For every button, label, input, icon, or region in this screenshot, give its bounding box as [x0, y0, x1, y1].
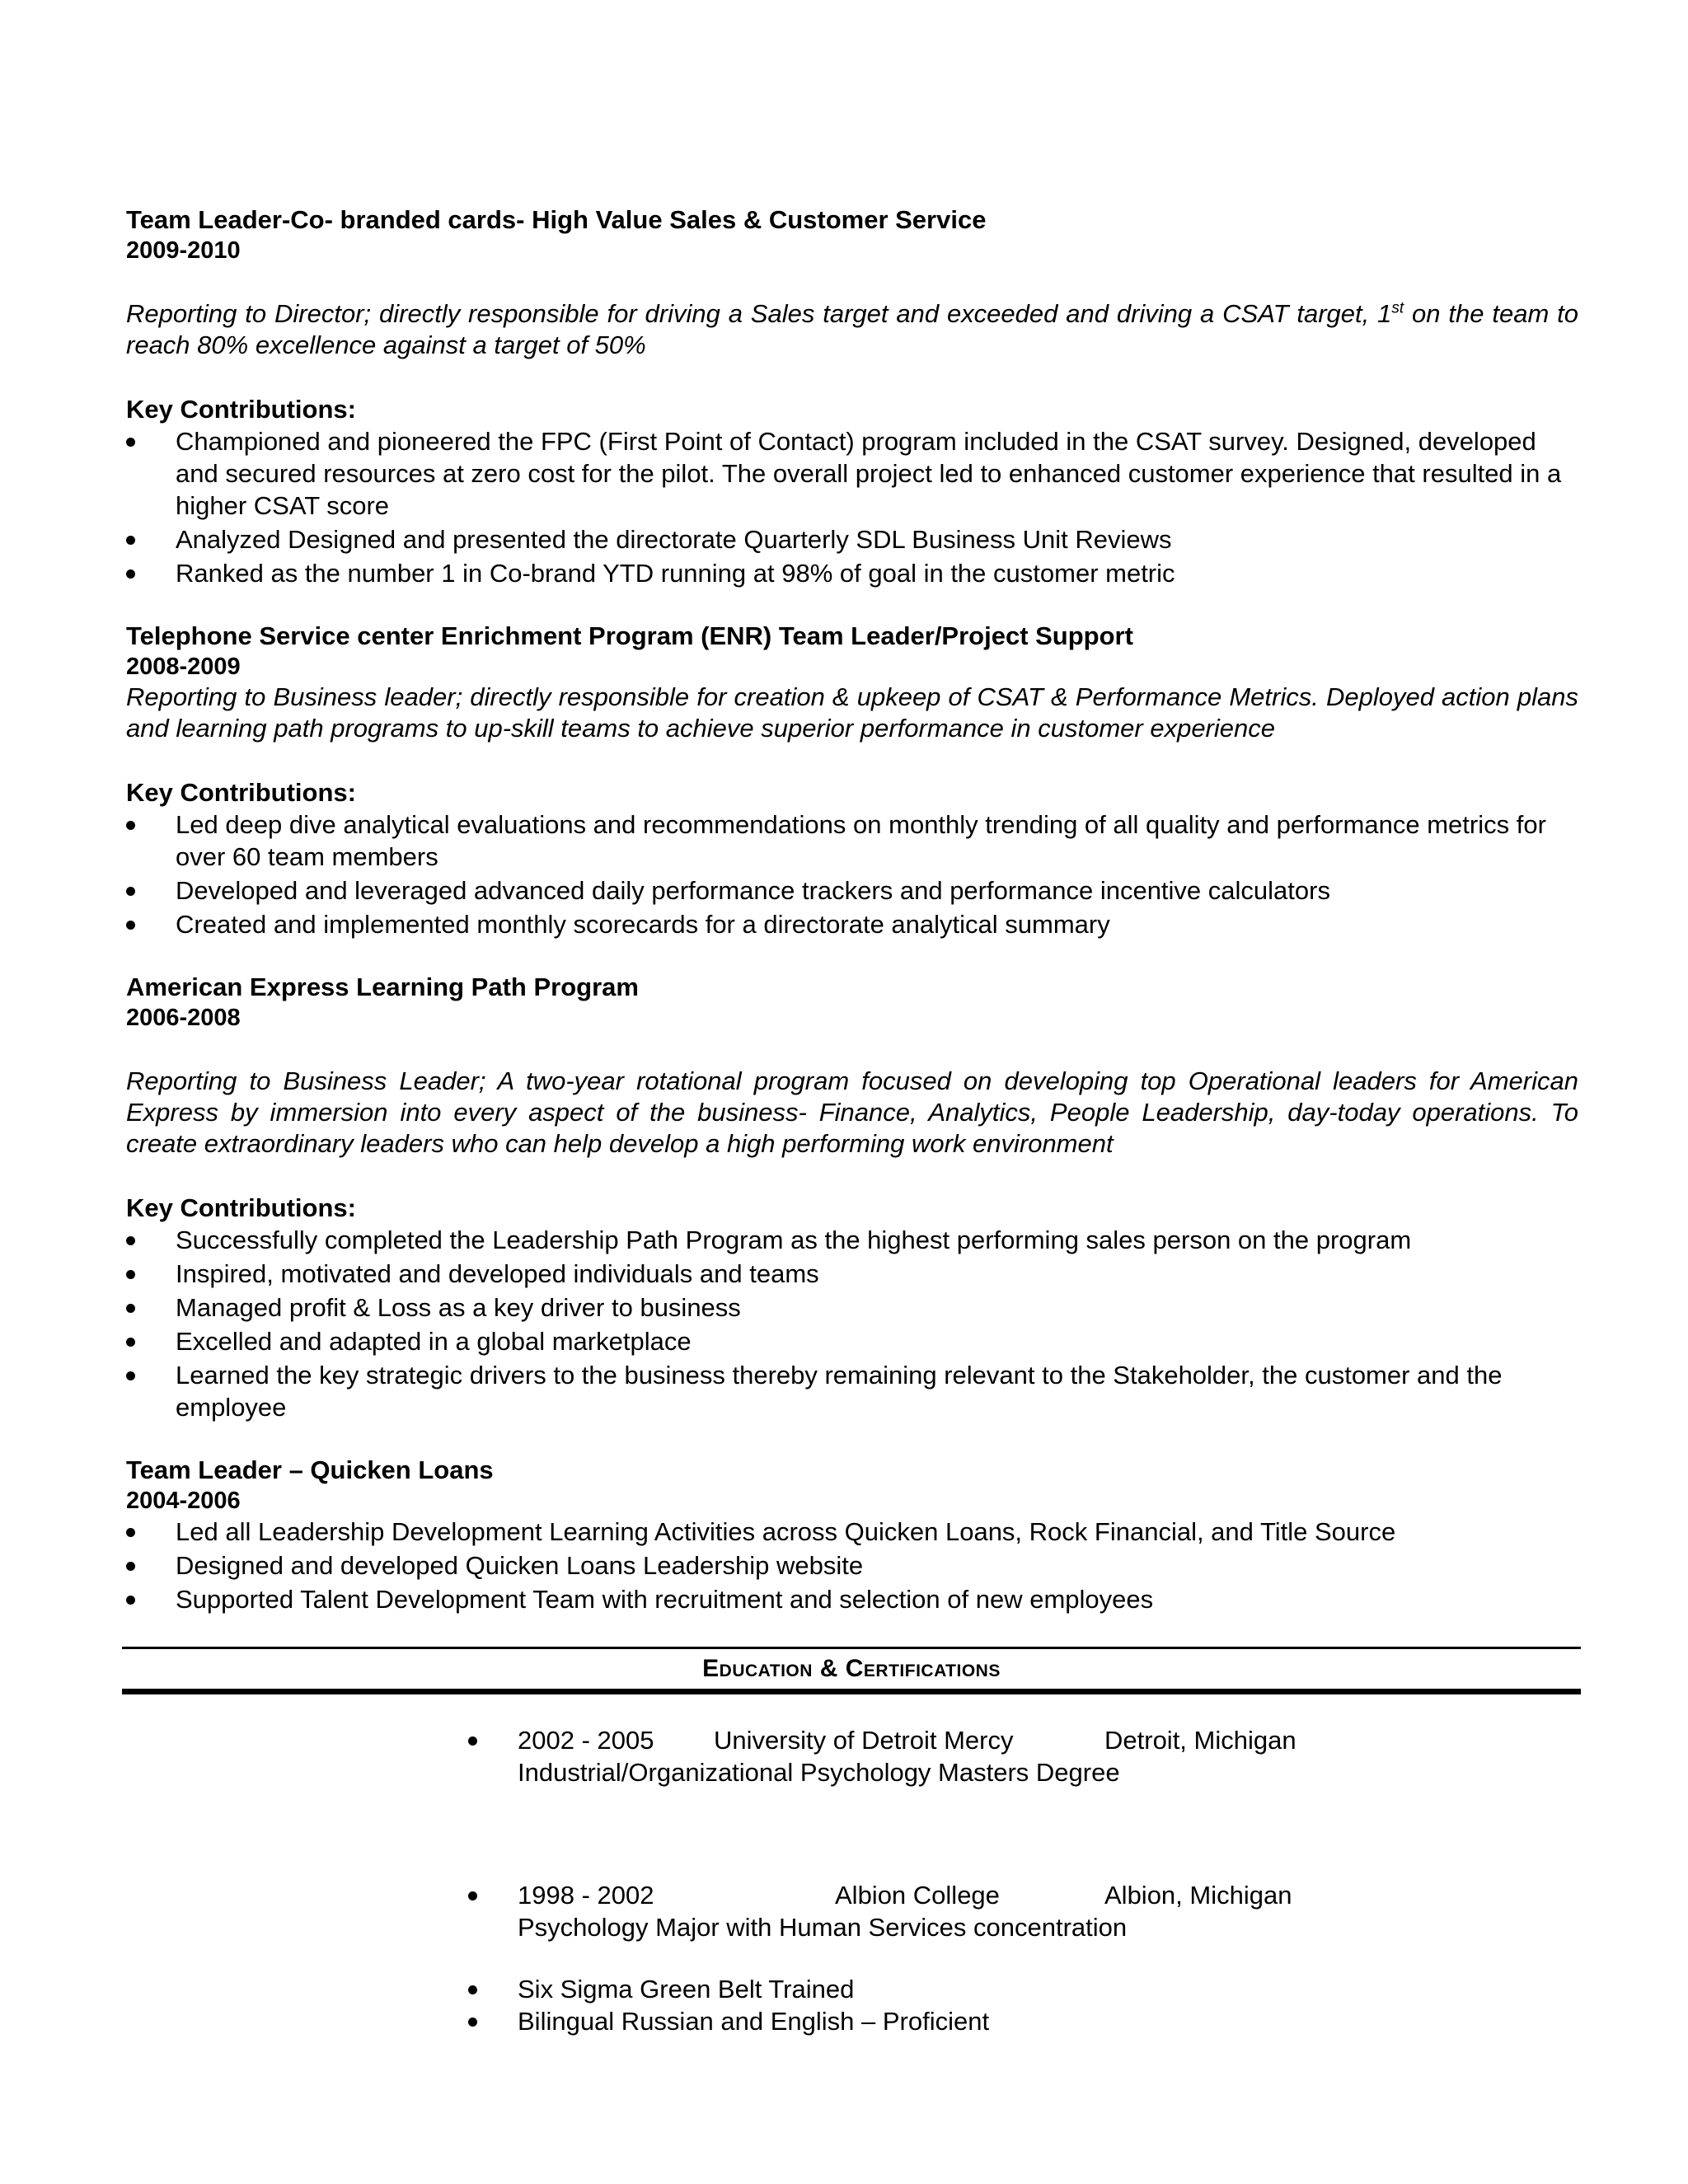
- section-divider-bottom: [122, 1689, 1581, 1694]
- bullet-icon: [126, 1596, 135, 1605]
- job-summary: Reporting to Business Leader; A two-year rotational program focused on developing top Operational leaders for American Express by immersion into every aspect of the business- Finance, Analytics, People Leadership, day-today operations. To create extraordinary leaders who can help develop a high performing work environment: [126, 1066, 1578, 1158]
- bullet-icon: [468, 1985, 477, 1994]
- bullet-icon: [126, 1304, 135, 1313]
- education-years: 2002 - 2005: [518, 1726, 654, 1755]
- job-dates: 2009-2010: [126, 237, 241, 264]
- bullet-list: [126, 808, 1578, 940]
- key-contributions-heading: Key Contributions:: [126, 1193, 356, 1222]
- bullet-icon: [126, 1236, 135, 1245]
- bullet-icon: [126, 887, 135, 896]
- education-detail: Psychology Major with Human Services concentration: [518, 1913, 1128, 1942]
- education-list: [468, 1724, 1375, 2037]
- bullet-icon: [126, 1528, 135, 1537]
- list-item: Excelled and adapted in a global marketplace: [126, 1325, 1578, 1357]
- list-item: Managed profit & Loss as a key driver to business: [126, 1291, 1578, 1324]
- list-item: Supported Talent Development Team with recruitment and selection of new employees: [126, 1583, 1578, 1615]
- list-item: Successfully completed the Leadership Path Program as the highest performing sales person on the program: [126, 1224, 1578, 1256]
- bullet-list: [126, 1516, 1578, 1615]
- list-item: Created and implemented monthly scorecards for a directorate analytical summary: [126, 908, 1578, 940]
- bullet-icon: [126, 821, 135, 830]
- education-school: University of Detroit Mercy: [714, 1726, 1014, 1755]
- bullet-icon: [126, 536, 135, 545]
- job-title: Team Leader – Quicken Loans: [126, 1455, 494, 1484]
- bullet-icon: [126, 1270, 135, 1279]
- list-item: Developed and leveraged advanced daily performance trackers and performance incentive calculators: [126, 874, 1578, 907]
- list-item: Championed and pioneered the FPC (First Point of Contact) program included in the CSAT survey. Designed, developed and secured resources at zero cost for the pilot. The overall project led to enhanced customer experience that resulted in a higher CSAT score: [126, 425, 1578, 522]
- job-title: Team Leader-Co- branded cards- High Value Sales & Customer Service: [126, 205, 987, 234]
- resume-experience: [126, 204, 1578, 1617]
- job-title: American Express Learning Path Program: [126, 972, 639, 1001]
- job-3: [126, 972, 1578, 1423]
- education-entry: [468, 1879, 1375, 1943]
- education-location: Albion, Michigan: [1104, 1881, 1292, 1910]
- job-summary: Reporting to Director; directly responsible for driving a Sales target and exceeded and driving a CSAT target, 1st on the team to reach 80% excellence against a target of 50%: [126, 299, 1578, 359]
- list-item: Led deep dive analytical evaluations and recommendations on monthly trending of all quality and performance metrics for over 60 team members: [126, 808, 1578, 873]
- bullet-icon: [468, 2018, 477, 2027]
- bullet-icon: [126, 1338, 135, 1347]
- job-1: [126, 204, 1578, 589]
- job-summary: Reporting to Business leader; directly responsible for creation & upkeep of CSAT & Performance Metrics. Deployed action plans and learning path programs to up-skill teams to achieve superior performance in customer experience: [126, 682, 1578, 743]
- education-years: 1998 - 2002: [518, 1881, 654, 1910]
- education-detail: Industrial/Organizational Psychology Masters Degree: [518, 1758, 1120, 1787]
- bullet-icon: [126, 438, 135, 447]
- certification-item: Six Sigma Green Belt Trained: [468, 1973, 1375, 2005]
- job-dates: 2004-2006: [126, 1488, 241, 1514]
- key-contributions-heading: Key Contributions:: [126, 778, 356, 807]
- list-item: Learned the key strategic drivers to the business thereby remaining relevant to the Stakeholder, the customer and the employee: [126, 1359, 1578, 1423]
- list-item: Analyzed Designed and presented the directorate Quarterly SDL Business Unit Reviews: [126, 523, 1578, 555]
- certification-item: Bilingual Russian and English – Proficient: [468, 2005, 1375, 2037]
- bullet-list: [126, 1224, 1578, 1423]
- bullet-icon: [126, 569, 135, 579]
- key-contributions-heading: Key Contributions:: [126, 395, 356, 424]
- list-item: Designed and developed Quicken Loans Leadership website: [126, 1549, 1578, 1582]
- list-item: Inspired, motivated and developed individuals and teams: [126, 1258, 1578, 1290]
- list-item: Ranked as the number 1 in Co-brand YTD running at 98% of goal in the customer metric: [126, 557, 1578, 589]
- bullet-icon: [126, 1562, 135, 1571]
- bullet-icon: [468, 1736, 477, 1746]
- section-heading: Education & Certifications: [702, 1655, 1001, 1682]
- education-location: Detroit, Michigan: [1104, 1726, 1296, 1755]
- job-dates: 2006-2008: [126, 1005, 241, 1031]
- education-school: Albion College: [835, 1881, 1000, 1910]
- bullet-icon: [126, 921, 135, 930]
- education-entry: [468, 1724, 1375, 1788]
- list-item: Led all Leadership Development Learning Activities across Quicken Loans, Rock Financial, and Title Source: [126, 1516, 1578, 1548]
- bullet-icon: [468, 1891, 477, 1900]
- job-title: Telephone Service center Enrichment Program (ENR) Team Leader/Project Support: [126, 621, 1133, 650]
- bullet-list: [126, 425, 1578, 589]
- job-4: [126, 1455, 1578, 1615]
- job-2: [126, 621, 1578, 940]
- bullet-icon: [126, 1371, 135, 1380]
- education-section: [122, 1647, 1581, 1694]
- job-dates: 2008-2009: [126, 654, 241, 680]
